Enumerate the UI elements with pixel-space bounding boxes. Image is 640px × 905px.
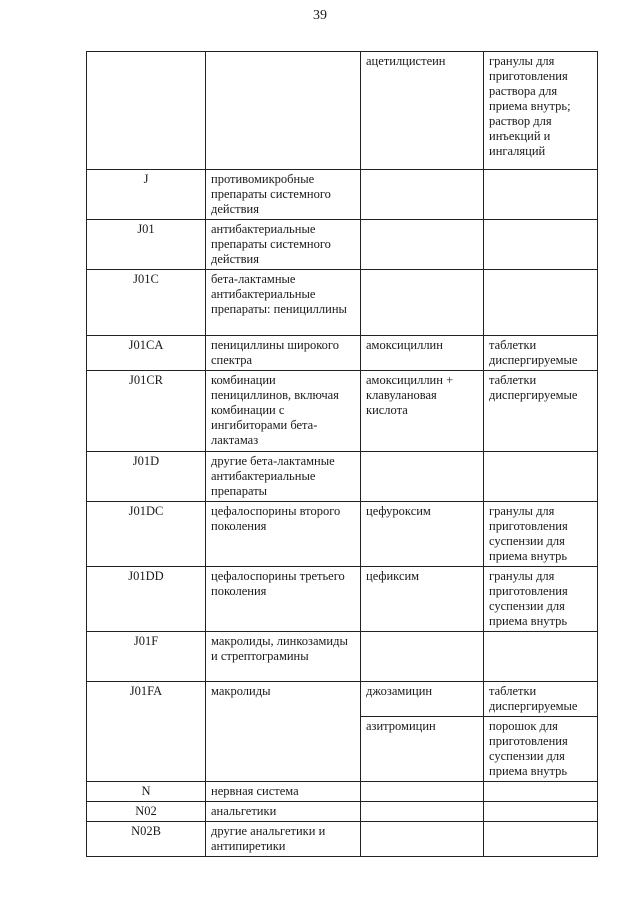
dosage-form-cell: порошок для приготовления суспензии для приема внутрь [484, 717, 598, 782]
table-row [87, 220, 598, 270]
group-cell: бета-лактамные антибактериальные препараты: пенициллины [206, 270, 361, 336]
drug-cell: амоксициллин + клавулановая кислота [361, 371, 484, 452]
atc-code-cell: J01CA [87, 336, 206, 371]
dosage-form-cell [484, 632, 598, 682]
dosage-form-cell: таблетки диспергируемые [484, 371, 598, 452]
atc-code-cell: J01 [87, 220, 206, 270]
dosage-form-cell [484, 782, 598, 802]
dosage-form-cell: гранулы для приготовления суспензии для приема внутрь [484, 567, 598, 632]
group-cell: другие анальгетики и антипиретики [206, 822, 361, 857]
group-cell: макролиды, линкозамиды и стрептограмины [206, 632, 361, 682]
atc-code-cell [87, 52, 206, 170]
table-row [87, 371, 598, 452]
atc-code-cell: J01CR [87, 371, 206, 452]
drug-cell [361, 220, 484, 270]
atc-code-cell: N02 [87, 802, 206, 822]
drug-cell: цефуроксим [361, 502, 484, 567]
dosage-form-cell [484, 802, 598, 822]
dosage-form-cell: гранулы для приготовления раствора для приема внутрь; раствор для инъекций и ингаляций [484, 52, 598, 170]
drug-cell [361, 802, 484, 822]
page-number: 39 [313, 8, 327, 23]
group-cell: макролиды [206, 682, 361, 782]
dosage-form-cell [484, 822, 598, 857]
table-row [87, 502, 598, 567]
atc-code-cell: J01DD [87, 567, 206, 632]
drug-cell: цефиксим [361, 567, 484, 632]
atc-code-cell: J01FA [87, 682, 206, 782]
dosage-form-cell: таблетки диспергируемые [484, 336, 598, 371]
table-row [87, 170, 598, 220]
table-row [87, 782, 598, 802]
atc-code-cell: J01F [87, 632, 206, 682]
drug-cell: азитромицин [361, 717, 484, 782]
table-row [87, 452, 598, 502]
table-row [87, 822, 598, 857]
group-cell: пенициллины широкого спектра [206, 336, 361, 371]
table-row [87, 567, 598, 632]
drug-table [86, 51, 598, 857]
dosage-form-cell [484, 170, 598, 220]
dosage-form-cell: таблетки диспергируемые [484, 682, 598, 717]
drug-cell [361, 170, 484, 220]
atc-code-cell: J01D [87, 452, 206, 502]
drug-cell [361, 270, 484, 336]
dosage-form-cell [484, 220, 598, 270]
table-row [87, 336, 598, 371]
table-row [87, 632, 598, 682]
group-cell: нервная система [206, 782, 361, 802]
drug-cell: джозамицин [361, 682, 484, 717]
group-cell [206, 52, 361, 170]
dosage-form-cell [484, 270, 598, 336]
drug-cell: ацетилцистеин [361, 52, 484, 170]
drug-cell: амоксициллин [361, 336, 484, 371]
group-cell: цефалоспорины второго поколения [206, 502, 361, 567]
dosage-form-cell: гранулы для приготовления суспензии для приема внутрь [484, 502, 598, 567]
dosage-form-cell [484, 452, 598, 502]
atc-code-cell: J01C [87, 270, 206, 336]
group-cell: другие бета-лактамные антибактериальные препараты [206, 452, 361, 502]
group-cell: комбинации пенициллинов, включая комбинации с ингибиторами бета-лактамаз [206, 371, 361, 452]
atc-code-cell: J01DC [87, 502, 206, 567]
atc-code-cell: J [87, 170, 206, 220]
table-row [87, 802, 598, 822]
group-cell: противомикробные препараты системного действия [206, 170, 361, 220]
atc-code-cell: N02B [87, 822, 206, 857]
table-row [87, 270, 598, 336]
atc-code-cell: N [87, 782, 206, 802]
table-row [87, 682, 598, 717]
group-cell: анальгетики [206, 802, 361, 822]
drug-cell [361, 632, 484, 682]
drug-cell [361, 452, 484, 502]
group-cell: цефалоспорины третьего поколения [206, 567, 361, 632]
group-cell: антибактериальные препараты системного действия [206, 220, 361, 270]
drug-cell [361, 822, 484, 857]
drug-cell [361, 782, 484, 802]
table-row [87, 52, 598, 170]
